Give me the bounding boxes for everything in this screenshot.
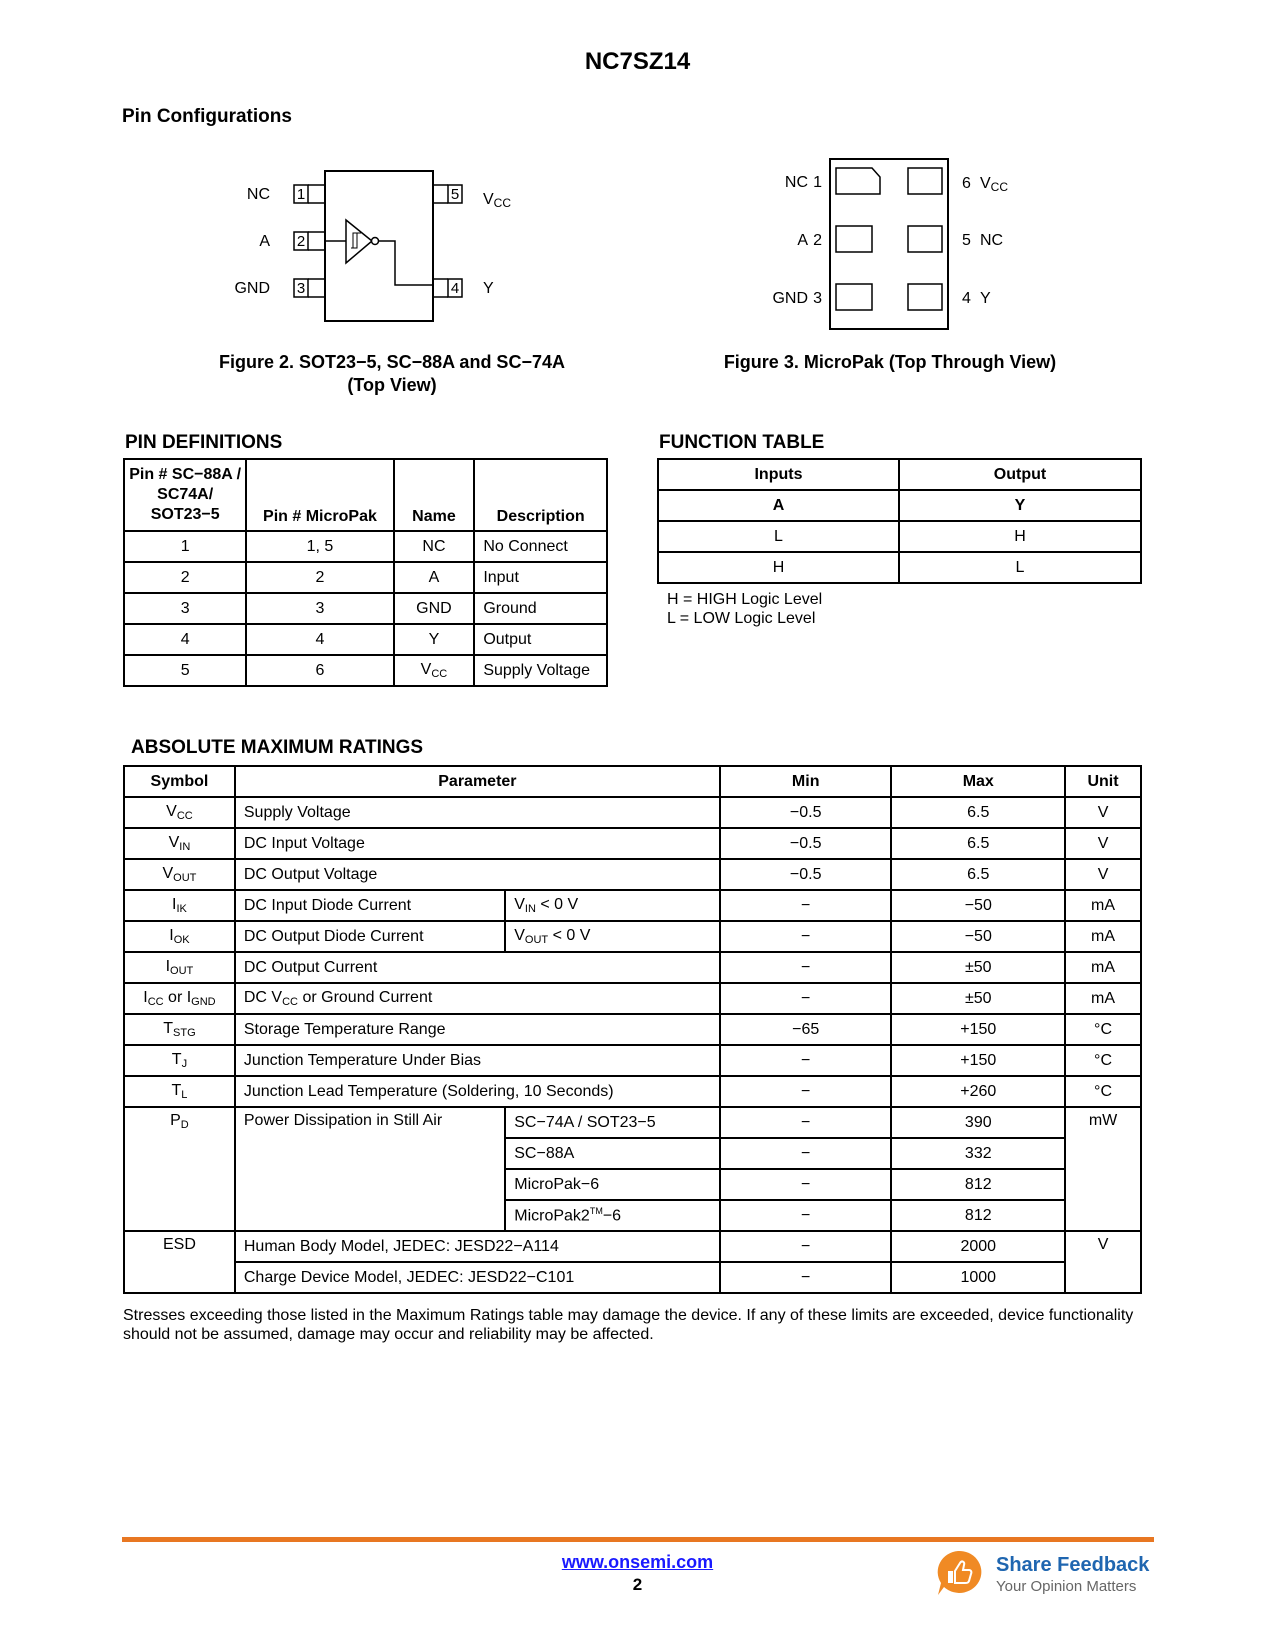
package-cell: MicroPak−6 <box>505 1169 720 1200</box>
unit-cell: V <box>1065 797 1141 828</box>
max-cell: ±50 <box>891 983 1065 1014</box>
max-cell: −50 <box>891 921 1065 952</box>
share-feedback-subtitle: Your Opinion Matters <box>996 1578 1137 1595</box>
figure-2-caption <box>182 351 602 397</box>
cell: L <box>899 552 1141 583</box>
param-cell: DC Input Diode Current <box>235 890 505 921</box>
amr-heading: ABSOLUTE MAXIMUM RATINGS <box>131 737 424 758</box>
table-row <box>124 531 607 562</box>
cell: Supply Voltage <box>474 655 607 686</box>
symbol-cell <box>124 828 235 859</box>
sym-sub: OUT <box>170 965 194 977</box>
cell: H <box>658 552 899 583</box>
svg-text:VCC <box>483 191 511 210</box>
min-cell: −65 <box>720 1014 892 1045</box>
mp-pin-6-label: V <box>980 175 991 192</box>
param-sub: CC <box>282 996 298 1008</box>
cell: 1 <box>124 531 246 562</box>
table-row <box>124 797 1141 828</box>
col-pin-sc88 <box>124 459 246 531</box>
table-row <box>658 521 1141 552</box>
name-main: V <box>420 661 432 678</box>
figure-3-caption: Figure 3. MicroPak (Top Through View) <box>723 352 1057 372</box>
pin-1-number: 1 <box>296 186 306 203</box>
sym: I <box>172 896 177 913</box>
table-row <box>124 1014 1141 1045</box>
function-table <box>657 458 1142 584</box>
max-cell: 6.5 <box>891 797 1065 828</box>
table-row <box>124 624 607 655</box>
cell: GND <box>394 593 475 624</box>
param-cell: Supply Voltage <box>235 797 720 828</box>
condition-cell <box>505 890 720 921</box>
min-cell: −0.5 <box>720 828 892 859</box>
table-row <box>124 890 1141 921</box>
pad-6 <box>908 168 942 194</box>
table-row <box>124 1107 1141 1138</box>
col-name: Name <box>394 459 475 531</box>
param-cell: Junction Temperature Under Bias <box>235 1045 720 1076</box>
symbol-cell: ESD <box>124 1231 235 1293</box>
package-cell: SC−74A / SOT23−5 <box>505 1107 720 1138</box>
sym-mid: or <box>163 989 187 1006</box>
min-cell: − <box>720 1231 892 1262</box>
cell <box>394 655 475 686</box>
function-table-heading: FUNCTION TABLE <box>659 432 825 453</box>
table-row <box>124 655 607 686</box>
cond-sym: V <box>514 927 525 944</box>
table-row <box>124 1045 1141 1076</box>
cell: Input <box>474 562 607 593</box>
sym: T <box>163 1020 174 1037</box>
param-cell: DC Output Voltage <box>235 859 720 890</box>
table-row <box>124 1231 1141 1262</box>
unit-cell: mA <box>1065 952 1141 983</box>
sym: V <box>168 834 180 851</box>
mp-pin-5-number: 5 <box>962 232 971 249</box>
sym-sub: OUT <box>173 872 197 884</box>
unit-cell: mA <box>1065 890 1141 921</box>
max-cell: 812 <box>891 1169 1065 1200</box>
cond-sub: OUT <box>524 934 549 946</box>
table-row <box>124 1262 1141 1293</box>
name-sub: CC <box>431 668 448 680</box>
max-cell: +150 <box>891 1014 1065 1045</box>
ft-group-row <box>658 459 1141 490</box>
param-cell: Human Body Model, JEDEC: JESD22−A114 <box>235 1231 720 1262</box>
table-row <box>124 921 1141 952</box>
sym: P <box>170 1112 181 1129</box>
pin-definitions-heading: PIN DEFINITIONS <box>125 432 283 453</box>
cond-sub: IN <box>524 903 536 915</box>
pin-2-number: 2 <box>296 233 306 250</box>
param-cell: Storage Temperature Range <box>235 1014 720 1045</box>
cell: 3 <box>124 593 246 624</box>
schmitt-inverter-symbol <box>346 220 372 263</box>
unit-cell: °C <box>1065 1014 1141 1045</box>
inputs-header: Inputs <box>658 459 899 490</box>
legend-low: L = LOW Logic Level <box>667 610 816 627</box>
max-cell: 1000 <box>891 1262 1065 1293</box>
sym: T <box>171 1082 182 1099</box>
mp-pin-6-number: 6 <box>962 175 971 192</box>
sym-sub: OK <box>173 934 190 946</box>
max-cell: 2000 <box>891 1231 1065 1262</box>
table-row <box>124 983 1141 1014</box>
table-row <box>124 859 1141 890</box>
mp-pin-4-number: 4 <box>962 290 971 307</box>
footer-divider <box>122 1537 1154 1542</box>
mp-pin-3-label: GND <box>772 290 808 307</box>
pin-configurations-heading: Pin Configurations <box>122 106 292 127</box>
sym-sub: IN <box>179 841 191 853</box>
sym: I <box>165 958 171 975</box>
pad-2 <box>836 226 872 252</box>
cell: A <box>394 562 475 593</box>
max-cell: 6.5 <box>891 859 1065 890</box>
pin-5-label-sub: CC <box>493 196 512 210</box>
sym: I <box>169 927 174 944</box>
min-cell: − <box>720 1169 892 1200</box>
amr-table <box>123 765 1142 1294</box>
cell: 4 <box>124 624 246 655</box>
min-cell: − <box>720 921 892 952</box>
ft-col-row <box>658 490 1141 521</box>
cell: Output <box>474 624 607 655</box>
pad-4 <box>908 284 942 310</box>
page-number: 2 <box>632 1575 643 1594</box>
col-pin-sc88-line3: SOT23−5 <box>150 506 220 523</box>
cell: Ground <box>474 593 607 624</box>
min-cell: − <box>720 1076 892 1107</box>
mp-pin-5-label: NC <box>980 232 1004 249</box>
symbol-cell <box>124 890 235 921</box>
figure-2-caption-line2: (Top View) <box>347 375 437 395</box>
param-cell: Charge Device Model, JEDEC: JESD22−C101 <box>235 1262 720 1293</box>
table-row <box>124 952 1141 983</box>
trademark: TM <box>589 1205 603 1216</box>
pin-4-number: 4 <box>450 280 460 297</box>
col-pin-sc88-line1: Pin # SC−88A / <box>129 466 242 483</box>
unit-cell: °C <box>1065 1045 1141 1076</box>
cond-rest: < 0 V <box>548 927 591 944</box>
sym1: I <box>143 989 148 1006</box>
cell: 2 <box>246 562 393 593</box>
max-cell: +150 <box>891 1045 1065 1076</box>
sym-sub: CC <box>176 810 193 822</box>
cell: 2 <box>124 562 246 593</box>
col-min: Min <box>720 766 892 797</box>
package-cell: SC−88A <box>505 1138 720 1169</box>
mp-pin-2-number: 2 <box>813 232 822 249</box>
min-cell: −0.5 <box>720 797 892 828</box>
col-description: Description <box>474 459 607 531</box>
symbol-cell <box>124 952 235 983</box>
param-cell: Power Dissipation in Still Air <box>235 1107 505 1231</box>
sym-sub: J <box>181 1058 188 1070</box>
pin-1-label: NC <box>246 186 270 203</box>
min-cell: − <box>720 952 892 983</box>
unit-cell: mW <box>1065 1107 1141 1231</box>
pin-4-label: Y <box>483 280 494 297</box>
figure-2-sot23-diagram <box>230 165 530 335</box>
cell: 1, 5 <box>246 531 393 562</box>
min-cell: −0.5 <box>720 859 892 890</box>
col-pin-micropak: Pin # MicroPak <box>246 459 393 531</box>
param-cell: DC Output Diode Current <box>235 921 505 952</box>
min-cell: − <box>720 1200 892 1231</box>
pin-2-label: A <box>259 233 270 250</box>
sym: T <box>171 1051 182 1068</box>
sym: V <box>162 865 174 882</box>
col-a: A <box>658 490 899 521</box>
cell: H <box>899 521 1141 552</box>
package-cell <box>505 1200 720 1231</box>
table-row <box>658 552 1141 583</box>
unit-cell: mA <box>1065 921 1141 952</box>
pin-def-header-row <box>124 459 607 531</box>
table-row <box>124 828 1141 859</box>
param-cell <box>235 983 720 1014</box>
sym-sub: L <box>181 1089 188 1101</box>
mp-pin-2-label: A <box>797 232 808 249</box>
param-cell: DC Input Voltage <box>235 828 720 859</box>
pad-3 <box>836 284 872 310</box>
sym: V <box>166 803 177 820</box>
col-unit: Unit <box>1065 766 1141 797</box>
param-cell: DC Output Current <box>235 952 720 983</box>
unit-cell: V <box>1065 859 1141 890</box>
figure-2-caption-line1: Figure 2. SOT23−5, SC−88A and SC−74A <box>219 352 565 372</box>
pin-5-number: 5 <box>450 186 460 203</box>
unit-cell: V <box>1065 828 1141 859</box>
micropak-body <box>830 159 948 329</box>
unit-cell: mA <box>1065 983 1141 1014</box>
symbol-cell <box>124 921 235 952</box>
max-cell: ±50 <box>891 952 1065 983</box>
pin-3-number: 3 <box>296 280 306 297</box>
symbol-cell <box>124 1045 235 1076</box>
min-cell: − <box>720 1107 892 1138</box>
output-header: Output <box>899 459 1141 490</box>
col-max: Max <box>891 766 1065 797</box>
param-post: or Ground Current <box>298 989 433 1006</box>
pin-5-label: V <box>483 191 494 208</box>
col-y: Y <box>899 490 1141 521</box>
function-table-legend <box>667 590 822 628</box>
cell: 5 <box>124 655 246 686</box>
min-cell: − <box>720 983 892 1014</box>
max-cell: 390 <box>891 1107 1065 1138</box>
sym-sub: IK <box>176 903 187 915</box>
svg-text:VCC <box>980 175 1008 194</box>
max-cell: +260 <box>891 1076 1065 1107</box>
symbol-cell <box>124 983 235 1014</box>
website-link-text[interactable]: www.onsemi.com <box>561 1552 714 1572</box>
amr-header-row <box>124 766 1141 797</box>
max-cell: 812 <box>891 1200 1065 1231</box>
legend-high: H = HIGH Logic Level <box>667 591 823 608</box>
mp-pin-1-label: NC <box>784 174 808 191</box>
param-pre: DC V <box>243 989 283 1006</box>
symbol-cell <box>124 1076 235 1107</box>
col-parameter: Parameter <box>235 766 720 797</box>
max-cell: −50 <box>891 890 1065 921</box>
mp-pin-3-number: 3 <box>813 290 822 307</box>
pad-5 <box>908 226 942 252</box>
condition-cell <box>505 921 720 952</box>
sym2-sub: GND <box>191 996 216 1008</box>
symbol-cell <box>124 1014 235 1045</box>
mp-pin-6-label-sub: CC <box>990 180 1009 194</box>
figure-3-micropak-diagram <box>760 155 1040 335</box>
cell: 4 <box>246 624 393 655</box>
symbol-cell <box>124 859 235 890</box>
cell: Y <box>394 624 475 655</box>
unit-cell: °C <box>1065 1076 1141 1107</box>
table-row <box>124 593 607 624</box>
package-body <box>325 171 433 321</box>
sym1-sub: CC <box>147 996 164 1008</box>
mp-pin-1-number: 1 <box>813 174 822 191</box>
feedback-thumbs-up-icon[interactable] <box>934 1549 984 1597</box>
table-row <box>124 1076 1141 1107</box>
max-cell: 332 <box>891 1138 1065 1169</box>
sym2: I <box>186 989 192 1006</box>
mp-pin-4-label: Y <box>980 290 991 307</box>
pin-definitions-table <box>123 458 608 687</box>
cell: L <box>658 521 899 552</box>
min-cell: − <box>720 1138 892 1169</box>
amr-note: Stresses exceeding those listed in the Maximum Ratings table may damage the device. If any of these limits are exceeded, device functionality should not be assumed, damage may occur and reliability may be affected. <box>123 1307 1134 1343</box>
pkg-post: −6 <box>602 1207 622 1225</box>
cell: 6 <box>246 655 393 686</box>
pkg-pre: MicroPak2 <box>514 1207 590 1225</box>
cell: 3 <box>246 593 393 624</box>
sym-sub: D <box>180 1119 189 1131</box>
min-cell: − <box>720 890 892 921</box>
col-pin-sc88-line2: SC74A/ <box>157 486 214 503</box>
cell: No Connect <box>474 531 607 562</box>
pad-1 <box>836 168 880 194</box>
unit-cell: V <box>1065 1231 1141 1293</box>
cond-rest: < 0 V <box>535 896 579 913</box>
cond-sym: V <box>514 896 525 913</box>
page-title: NC7SZ14 <box>584 48 691 75</box>
min-cell: − <box>720 1262 892 1293</box>
cell: NC <box>394 531 475 562</box>
param-cell: Junction Lead Temperature (Soldering, 10 Seconds) <box>235 1076 720 1107</box>
share-feedback-title[interactable]: Share Feedback <box>996 1554 1150 1576</box>
symbol-cell <box>124 797 235 828</box>
symbol-cell <box>124 1107 235 1231</box>
max-cell: 6.5 <box>891 828 1065 859</box>
col-symbol: Symbol <box>124 766 235 797</box>
sym-sub: STG <box>173 1027 196 1039</box>
pin-3-label: GND <box>234 280 270 297</box>
min-cell: − <box>720 1045 892 1076</box>
table-row <box>124 562 607 593</box>
